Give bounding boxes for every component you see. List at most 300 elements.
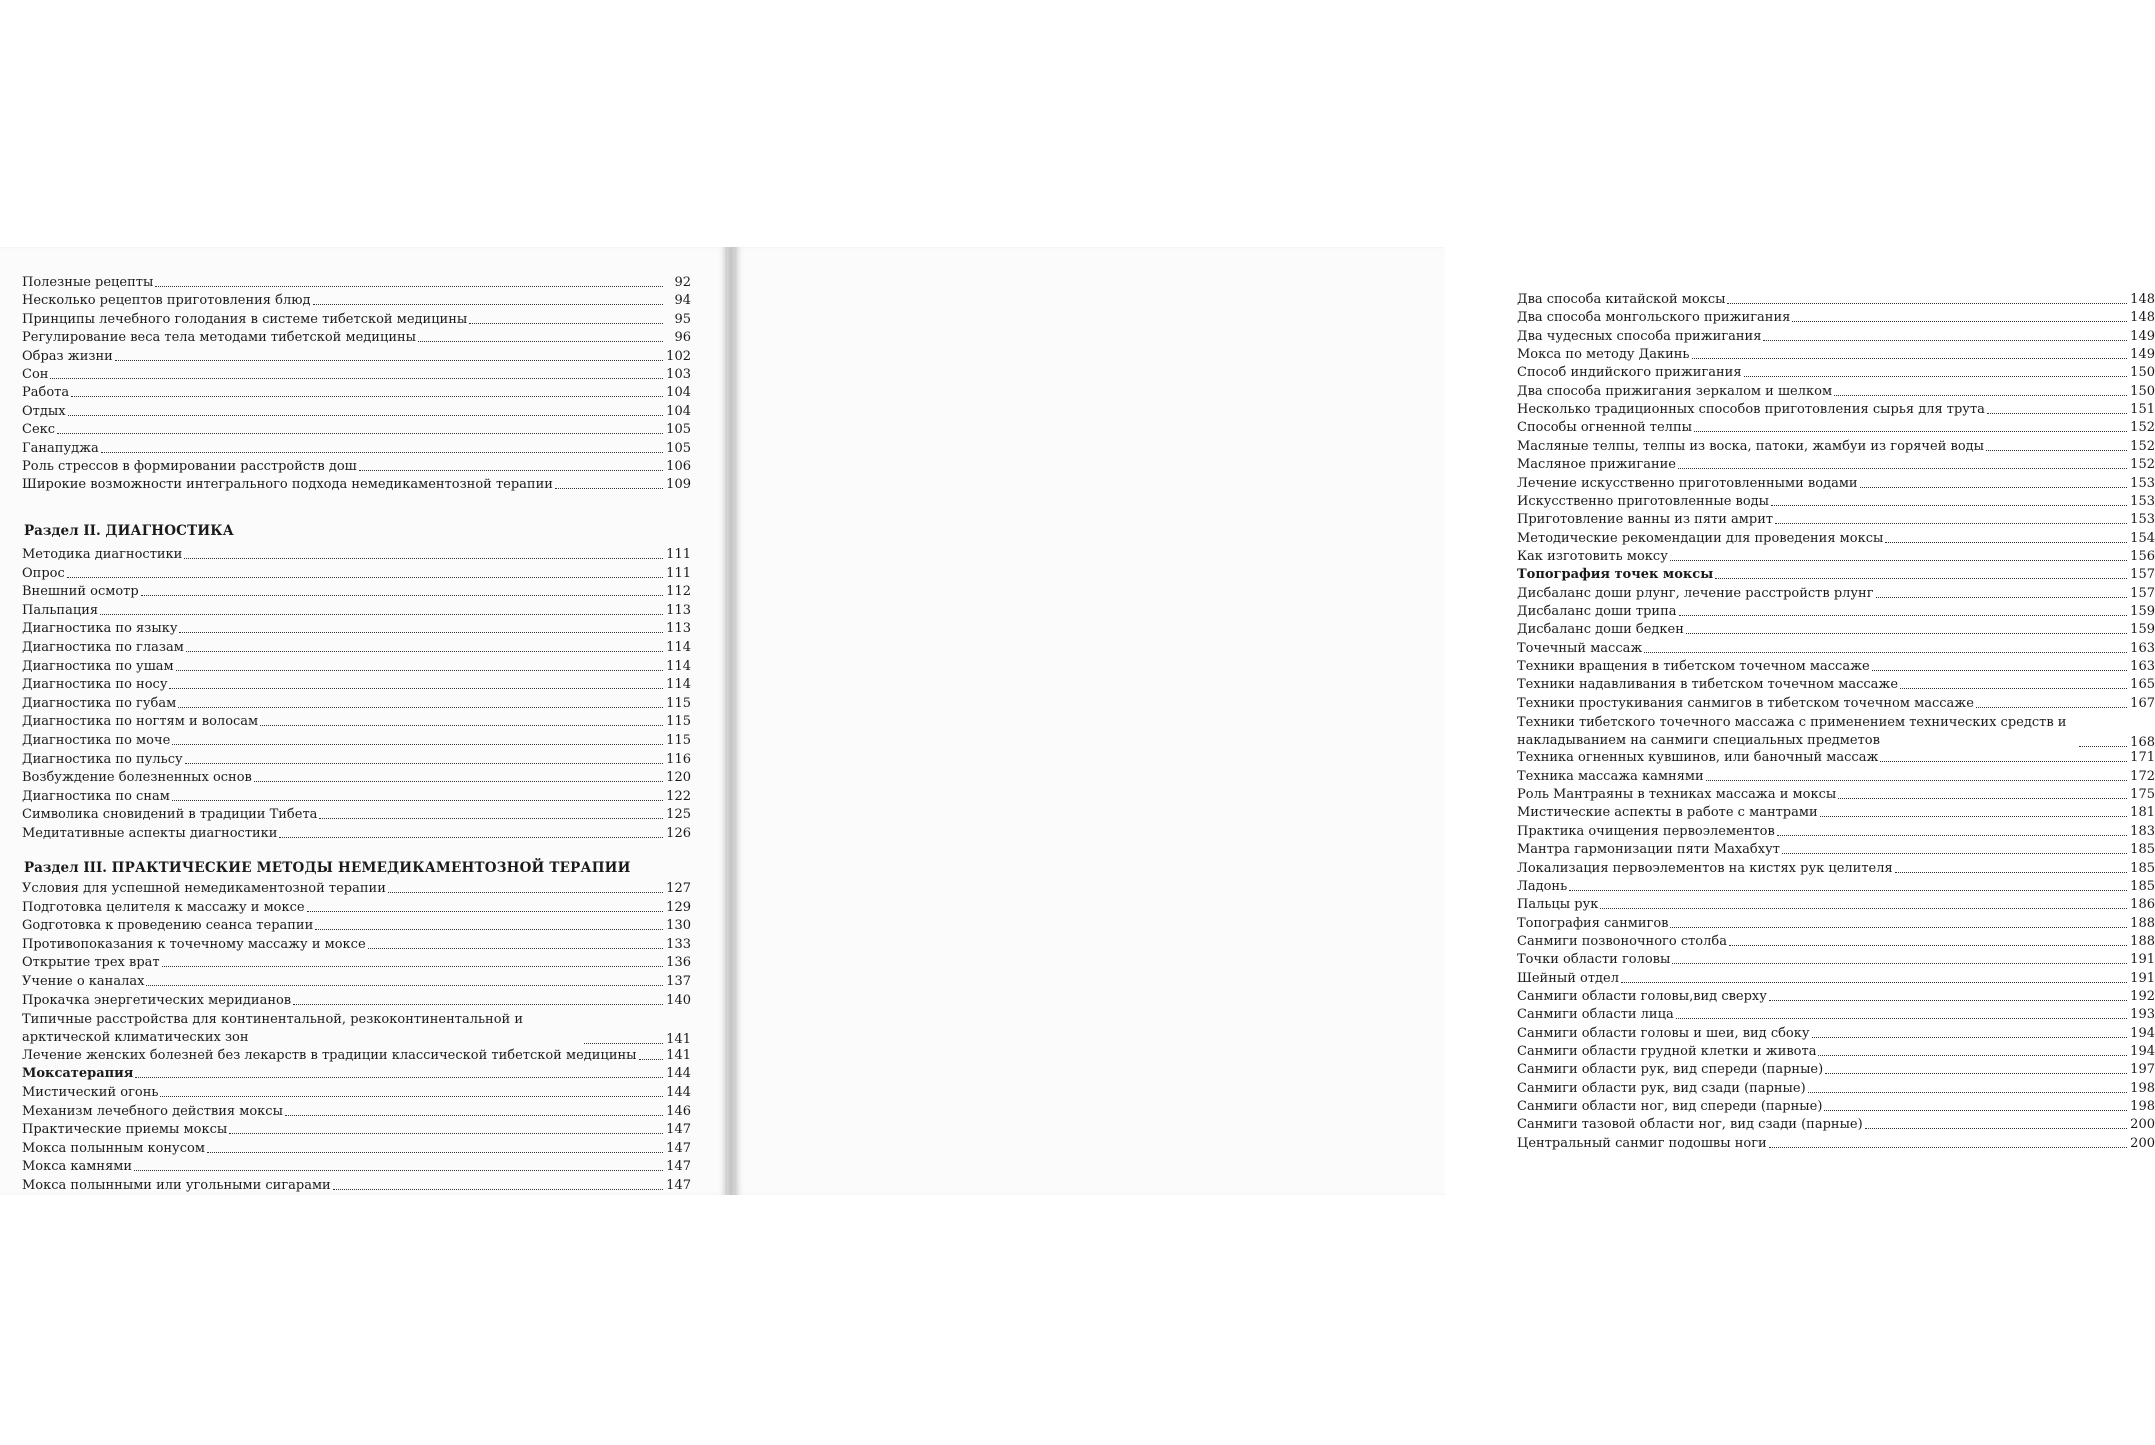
dot-leader: [1679, 614, 2128, 616]
toc-entry-page: 104: [666, 385, 691, 401]
toc-entry-title: Мокса полынным конусом: [22, 1140, 205, 1156]
toc-entry-page: 149: [2130, 328, 2155, 344]
toc-entry-page: 159: [2130, 603, 2155, 619]
toc-entry-title: Ладонь: [1517, 878, 1568, 894]
toc-entry-title: Дисбаланс доши трипа: [1517, 603, 1677, 619]
dot-leader: [57, 432, 663, 434]
toc-entry-page: 168: [2130, 735, 2155, 751]
dot-leader: [169, 687, 663, 689]
toc-entry: [1517, 1062, 2155, 1077]
toc-entry: [22, 459, 691, 474]
toc-entry-title: Точки области головы: [1517, 952, 1671, 968]
toc-entry: [22, 696, 691, 711]
toc-entry-title: Механизм лечебного действия моксы: [22, 1103, 283, 1119]
toc-entry: [22, 422, 691, 437]
toc-entry-title: Принципы лечебного голодания в системе тибетской медицины: [22, 311, 468, 327]
toc-entry: [1517, 897, 2155, 912]
dot-leader: [1777, 834, 2127, 836]
toc-entry-page: 172: [2130, 768, 2155, 784]
toc-entry: [22, 603, 691, 618]
toc-entry-title: Санмиги тазовой области ног, вид сзади (парные): [1517, 1117, 1863, 1133]
dot-leader: [50, 377, 663, 379]
dot-leader: [469, 322, 663, 324]
dot-leader: [313, 303, 663, 305]
toc-entry: [1517, 769, 2155, 784]
toc-entry-title: Регулирование веса тела методами тибетской медицины: [22, 330, 416, 346]
toc-entry-page: 188: [2130, 933, 2155, 949]
toc-entry-title: Роль Мантраяны в техниках массажа и моксы: [1517, 787, 1837, 803]
toc-entry-page: 115: [666, 714, 691, 730]
toc-entry-title: Открытие трех врат: [22, 955, 160, 971]
dot-leader: [172, 799, 663, 801]
toc-entry-page: 152: [2130, 457, 2155, 473]
toc-entry-page: 152: [2130, 420, 2155, 436]
toc-entry-title: Искусственно приготовленные воды: [1517, 493, 1770, 509]
toc-entry: [1517, 916, 2155, 931]
toc-entry-title: Диагностика по губам: [22, 695, 177, 711]
dot-leader: [293, 1003, 663, 1005]
toc-entry-page: 105: [666, 422, 691, 438]
book-gutter: [727, 247, 735, 1195]
toc-entry-page: 148: [2130, 292, 2155, 307]
toc-entry-title: Противопоказания к точечному массажу и моксе: [22, 936, 366, 952]
toc-entry-title: Дисбаланс доши рлунг, лечение расстройств рлунг: [1517, 585, 1874, 601]
dot-leader: [1775, 522, 2127, 524]
toc-entry: [22, 640, 691, 655]
toc-entry: [22, 659, 691, 674]
dot-leader: [368, 947, 663, 949]
dot-leader: [1670, 926, 2127, 928]
toc-entry-page: 114: [666, 677, 691, 693]
dot-leader: [555, 487, 663, 489]
dot-leader: [1834, 394, 2127, 396]
toc-entry: [22, 918, 691, 933]
toc-entry-title: Практические приемы моксы: [22, 1122, 228, 1138]
toc-entry-title: Два способа монгольского прижигания: [1517, 310, 1791, 326]
dot-leader: [1792, 320, 2127, 322]
dot-leader: [68, 414, 663, 416]
toc-entry-title: Диагностика по снам: [22, 788, 170, 804]
toc-entry: [1517, 567, 2155, 582]
toc-entry-page: 188: [2130, 915, 2155, 931]
toc-entry-page: 112: [666, 584, 691, 600]
toc-entry: [1517, 659, 2155, 674]
toc-entry-title: Практика очищения первоэлементов: [1517, 823, 1775, 839]
dot-leader: [1838, 797, 2127, 799]
toc-entry-page: 183: [2130, 823, 2155, 839]
dot-leader: [639, 1058, 664, 1060]
section-label: Раздел II.: [24, 523, 101, 539]
toc-entry: [22, 733, 691, 748]
toc-entry-title: Диагностика по ушам: [22, 658, 174, 674]
toc-entry-title: Диагностика по глазам: [22, 640, 184, 655]
dot-leader: [115, 359, 663, 361]
toc-entry-title: Диагностика по пульсу: [22, 751, 183, 767]
dot-leader: [172, 743, 663, 745]
toc-entry-page: 200: [2130, 1135, 2155, 1151]
toc-entry-page: 194: [2130, 1025, 2155, 1041]
dot-leader: [71, 395, 663, 397]
toc-entry: [22, 807, 691, 822]
dot-leader: [260, 724, 663, 726]
toc-entry-page: 144: [666, 1085, 691, 1100]
toc-entry-page: 127: [666, 881, 691, 896]
dot-leader: [134, 1169, 663, 1171]
toc-entry-page: 186: [2130, 897, 2155, 913]
section-heading-diagnostics: [24, 523, 234, 539]
toc-entry: [1517, 714, 2155, 750]
dot-leader: [1763, 339, 2127, 341]
toc-entry-page: 140: [666, 992, 691, 1008]
toc-entry-page: 115: [666, 695, 691, 711]
dot-leader: [1715, 577, 2127, 579]
dot-leader: [1900, 687, 2127, 689]
toc-entry-page: 103: [666, 367, 691, 382]
toc-entry-title: Санмиги области лица: [1517, 1007, 1674, 1023]
toc-entry: [1517, 696, 2155, 711]
toc-entry: [1517, 971, 2155, 986]
toc-entry: [1517, 476, 2155, 491]
toc-entry-title: Медитативные аспекты диагностики: [22, 826, 278, 841]
toc-entry-page: 147: [666, 1178, 691, 1193]
dot-leader: [1771, 504, 2127, 506]
toc-entry-page: 137: [666, 974, 691, 989]
dot-leader: [1692, 357, 2127, 359]
toc-entry-title: Условия для успешной немедикаментозной терапии: [22, 881, 386, 896]
toc-entry-title: Моксатерапия: [22, 1066, 134, 1082]
toc-entry-page: 193: [2130, 1007, 2155, 1023]
toc-entry-title: Как изготовить моксу: [1517, 548, 1668, 564]
toc-entry-title: Ганапуджа: [22, 440, 99, 456]
toc-entry-page: 192: [2130, 988, 2155, 1004]
dot-leader: [1876, 596, 2127, 598]
toc-entry: [1517, 347, 2155, 362]
dot-leader: [160, 1095, 663, 1097]
dot-leader: [67, 576, 663, 578]
dot-leader: [1808, 1091, 2127, 1093]
toc-entry-title: Шейный отдел: [1517, 970, 1619, 986]
dot-leader: [1678, 467, 2127, 469]
toc-entry-title: Санмиги области грудной клетки и живота: [1517, 1044, 1817, 1059]
toc-entry: [22, 993, 691, 1008]
toc-entry-page: 151: [2130, 402, 2155, 418]
toc-entry-title: Методика диагностики: [22, 547, 183, 562]
toc-entry-title: Отдых: [22, 403, 66, 419]
toc-entry: [1517, 879, 2155, 894]
toc-entry-title: Прокачка энергетических меридианов: [22, 992, 292, 1008]
dot-leader: [584, 1042, 663, 1044]
toc-entry: [1517, 934, 2155, 949]
toc-entry: [1517, 842, 2155, 857]
dot-leader: [178, 706, 663, 708]
toc-entry: [1517, 1081, 2155, 1096]
dot-leader: [1769, 999, 2127, 1001]
toc-entry: [1517, 329, 2155, 344]
toc-entry-title: Санмиги области головы и шеи, вид сбоку: [1517, 1025, 1810, 1041]
toc-entry: [22, 385, 691, 400]
toc-entry: [22, 404, 691, 419]
toc-entry: [22, 881, 691, 896]
toc-entry-title: Мокса камнями: [22, 1159, 133, 1175]
toc-entry-page: 104: [666, 403, 691, 419]
toc-entry: [22, 937, 691, 952]
toc-entry-page: 95: [674, 311, 691, 327]
dot-leader: [1670, 559, 2127, 561]
toc-entry-page: 133: [666, 936, 691, 952]
toc-entry: [1517, 1099, 2155, 1114]
toc-entry-title: Учение о каналах: [22, 974, 145, 989]
toc-entry-title: Лечение женских болезней без лекарств в традиции классической тибетской медицины: [22, 1047, 637, 1063]
toc-entry: [22, 714, 691, 729]
dot-leader: [135, 1076, 663, 1078]
toc-entry-page: 113: [666, 621, 691, 637]
dot-leader: [1976, 706, 2127, 708]
toc-entry-page: 111: [666, 547, 691, 562]
dot-leader: [186, 650, 663, 652]
toc-entry-page: 181: [2130, 805, 2155, 821]
toc-entry-page: 157: [2130, 567, 2155, 583]
dot-leader: [1769, 1146, 2127, 1148]
dot-leader: [1744, 375, 2127, 377]
toc-entry-page: 150: [2130, 383, 2155, 399]
toc-entry: [22, 1011, 691, 1047]
toc-entry-title: Секс: [22, 422, 56, 438]
toc-entry-page: 136: [666, 955, 691, 971]
dot-leader: [101, 451, 663, 453]
dot-leader: [279, 836, 663, 838]
toc-entry: [1517, 457, 2155, 472]
toc-entry: [22, 900, 691, 915]
toc-entry: [22, 789, 691, 804]
toc-entry-page: 198: [2130, 1099, 2155, 1115]
toc-entry-page: 114: [666, 640, 691, 655]
toc-entry-title: Методические рекомендации для проведения моксы: [1517, 530, 1884, 546]
toc-entry: [1517, 805, 2155, 820]
dot-leader: [229, 1132, 663, 1134]
toc-entry-title: Санмиги области рук, вид сзади (парные): [1517, 1080, 1806, 1096]
toc-entry-title: Широкие возможности интегрального подхода немедикаментозной терапии: [22, 477, 553, 493]
toc-entry-title: Полезные рецепты: [22, 275, 154, 290]
dot-leader: [1706, 779, 2127, 781]
dot-leader: [315, 928, 663, 930]
toc-entry-title: Пальцы рук: [1517, 897, 1599, 913]
toc-entry-title: Пальпация: [22, 602, 99, 618]
toc-entry-page: 96: [674, 330, 691, 346]
toc-entry-title: Техники тибетского точечного массажа с применением технических средств и накладыванием на санмиги специальных предметов: [1517, 715, 2067, 749]
toc-entry-page: 115: [666, 733, 691, 748]
toc-entry-title: Техники вращения в тибетском точечном массаже: [1517, 659, 1870, 674]
toc-entry-title: Два чудесных способа прижигания: [1517, 328, 1762, 344]
toc-entry-title: Диагностика по носу: [22, 677, 168, 693]
toc-entry-title: Мантра гармонизации пяти Махабхут: [1517, 842, 1780, 858]
toc-entry-title: Техника огненных кувшинов, или баночный массаж: [1517, 750, 1879, 766]
toc-entry-page: 153: [2130, 475, 2155, 491]
toc-entry: [1517, 586, 2155, 601]
toc-entry: [22, 621, 691, 636]
dot-leader: [179, 631, 663, 633]
dot-leader: [285, 1114, 663, 1116]
toc-entry-page: 130: [666, 918, 691, 934]
toc-entry-page: 150: [2130, 365, 2155, 381]
dot-leader: [359, 469, 663, 471]
toc-entry: [1517, 549, 2155, 564]
toc-entry-page: 152: [2130, 438, 2155, 454]
toc-entry: [1517, 402, 2155, 417]
toc-entry: [1517, 1007, 2155, 1022]
toc-entry-title: Точечный массаж: [1517, 640, 1643, 656]
toc-entry-title: Лечение искусственно приготовленными водами: [1517, 475, 1858, 491]
dot-leader: [185, 762, 663, 764]
dot-leader: [333, 1188, 663, 1190]
toc-entry: [1517, 420, 2155, 435]
toc-entry-page: 163: [2130, 659, 2155, 674]
toc-entry-page: 185: [2130, 842, 2155, 858]
toc-entry-title: Способ индийского прижигания: [1517, 365, 1742, 381]
toc-entry-page: 125: [666, 807, 691, 823]
toc-entry-title: Несколько традиционных способов приготовления сырья для трута: [1517, 402, 1985, 418]
dot-leader: [1860, 486, 2127, 488]
toc-entry: [1517, 384, 2155, 399]
toc-entry: [22, 312, 691, 327]
section-name: ПРАКТИЧЕСКИЕ МЕТОДЫ НЕМЕДИКАМЕНТОЗНОЙ ТЕРАПИИ: [111, 860, 631, 876]
dot-leader: [100, 613, 663, 615]
toc-entry-page: 165: [2130, 677, 2155, 693]
toc-entry-title: Подготовка целителя к массажу и моксе: [22, 899, 305, 915]
toc-entry: [22, 677, 691, 692]
toc-entry-page: 175: [2130, 787, 2155, 803]
toc-entry-title: Мистические аспекты в работе с мантрами: [1517, 805, 1818, 821]
toc-entry: [22, 349, 691, 364]
toc-entry-page: 156: [2130, 548, 2155, 564]
toc-entry: [22, 1141, 691, 1156]
dot-leader: [1621, 981, 2127, 983]
toc-entry-title: Gодготовка к проведению сеанса терапии: [22, 918, 314, 934]
dot-leader: [146, 984, 663, 986]
toc-entry-title: Санмиги области ног, вид спереди (парные): [1517, 1099, 1823, 1115]
dot-leader: [1825, 1072, 2127, 1074]
toc-entry-page: 200: [2130, 1117, 2155, 1133]
toc-entry: [1517, 824, 2155, 839]
toc-entry-page: 94: [674, 293, 691, 309]
toc-entry-page: 146: [666, 1103, 691, 1119]
toc-entry-title: Топография санмигов: [1517, 915, 1669, 931]
toc-entry-title: Внешний осмотр: [22, 584, 139, 600]
toc-entry: [1517, 989, 2155, 1004]
toc-entry-title: Масляные телпы, телпы из воска, патоки, жамбуи из горячей воды: [1517, 438, 1985, 454]
toc-entry-page: 129: [666, 899, 691, 915]
toc-entry: [1517, 641, 2155, 656]
toc-entry-page: 154: [2130, 530, 2155, 546]
toc-entry: [22, 1122, 691, 1137]
dot-leader: [418, 340, 663, 342]
toc-entry: [22, 293, 691, 308]
toc-entry-title: Два способа китайской моксы: [1517, 292, 1726, 307]
toc-entry-page: 148: [2130, 310, 2155, 326]
dot-leader: [1672, 962, 2127, 964]
toc-entry-page: 153: [2130, 493, 2155, 509]
toc-entry: [1517, 952, 2155, 967]
right-page: [735, 247, 2155, 1195]
toc-entry-title: Опрос: [22, 565, 65, 581]
toc-entry-title: Несколько рецептов приготовления блюд: [22, 293, 311, 309]
toc-entry-title: Мистический огонь: [22, 1085, 159, 1100]
dot-leader: [319, 817, 663, 819]
toc-entry-page: 167: [2130, 695, 2155, 711]
toc-entry-title: Приготовление ванны из пяти амрит: [1517, 512, 1774, 528]
section-heading-therapy: [24, 860, 631, 876]
toc-entry-page: 153: [2130, 512, 2155, 528]
toc-entry-page: 141: [666, 1032, 691, 1048]
toc-entry-title: Локализация первоэлементов на кистях рук целителя: [1517, 860, 1893, 876]
toc-entry-page: 106: [666, 459, 691, 474]
toc-entry: [22, 1104, 691, 1119]
toc-entry: [22, 1048, 691, 1063]
toc-entry-page: 185: [2130, 878, 2155, 894]
toc-entry-page: 197: [2130, 1062, 2155, 1078]
dot-leader: [1820, 815, 2127, 817]
toc-entry-page: 147: [666, 1122, 691, 1138]
toc-entry-page: 144: [666, 1066, 691, 1082]
toc-entry-page: 147: [666, 1140, 691, 1156]
toc-entry: [22, 770, 691, 785]
toc-entry: [22, 1085, 691, 1100]
toc-entry: [22, 547, 691, 562]
toc-entry-page: 163: [2130, 640, 2155, 656]
toc-entry: [1517, 512, 2155, 527]
toc-entry-title: Санмиги позвоночного столба: [1517, 933, 1727, 949]
toc-entry-page: 141: [666, 1047, 691, 1063]
toc-entry-title: Типичные расстройства для континентальной, резкоконтинентальной и арктической климатических зон: [22, 1012, 523, 1046]
toc-entry: [1517, 310, 2155, 325]
toc-entry-title: Мокса по методу Дакинь: [1517, 347, 1690, 363]
toc-entry-page: 105: [666, 440, 691, 456]
toc-entry: [1517, 365, 2155, 380]
toc-entry-title: Диагностика по языку: [22, 621, 178, 637]
toc-entry: [22, 955, 691, 970]
toc-entry: [1517, 1136, 2155, 1151]
toc-entry-title: Способы огненной телпы: [1517, 420, 1692, 436]
toc-entry-title: Масляное прижигание: [1517, 457, 1676, 473]
toc-entry-title: Сон: [22, 367, 49, 382]
toc-entry-page: 109: [666, 477, 691, 493]
toc-entry-page: 92: [674, 275, 691, 290]
toc-entry-title: Диагностика по ногтям и волосам: [22, 714, 259, 730]
toc-entry: [1517, 604, 2155, 619]
toc-entry-title: Центральный санмиг подошвы ноги: [1517, 1135, 1767, 1151]
left-page: [0, 247, 727, 1195]
toc-entry: [1517, 439, 2155, 454]
toc-entry: [22, 584, 691, 599]
dot-leader: [1986, 449, 2127, 451]
toc-entry: [1517, 677, 2155, 692]
dot-leader: [1880, 760, 2127, 762]
toc-entry-title: Работа: [22, 385, 70, 401]
toc-entry-page: 191: [2130, 952, 2155, 968]
toc-entry: [1517, 292, 2155, 307]
toc-entry-page: 114: [666, 658, 691, 674]
toc-entry: [1517, 861, 2155, 876]
toc-entry: [1517, 531, 2155, 546]
toc-entry-page: 126: [666, 826, 691, 841]
toc-entry-page: 149: [2130, 347, 2155, 363]
dot-leader: [2079, 745, 2127, 747]
toc-entry: [22, 1159, 691, 1174]
toc-entry-page: 113: [666, 602, 691, 618]
toc-entry-page: 159: [2130, 622, 2155, 638]
toc-entry: [22, 1066, 691, 1081]
toc-entry: [22, 826, 691, 841]
toc-entry: [1517, 494, 2155, 509]
